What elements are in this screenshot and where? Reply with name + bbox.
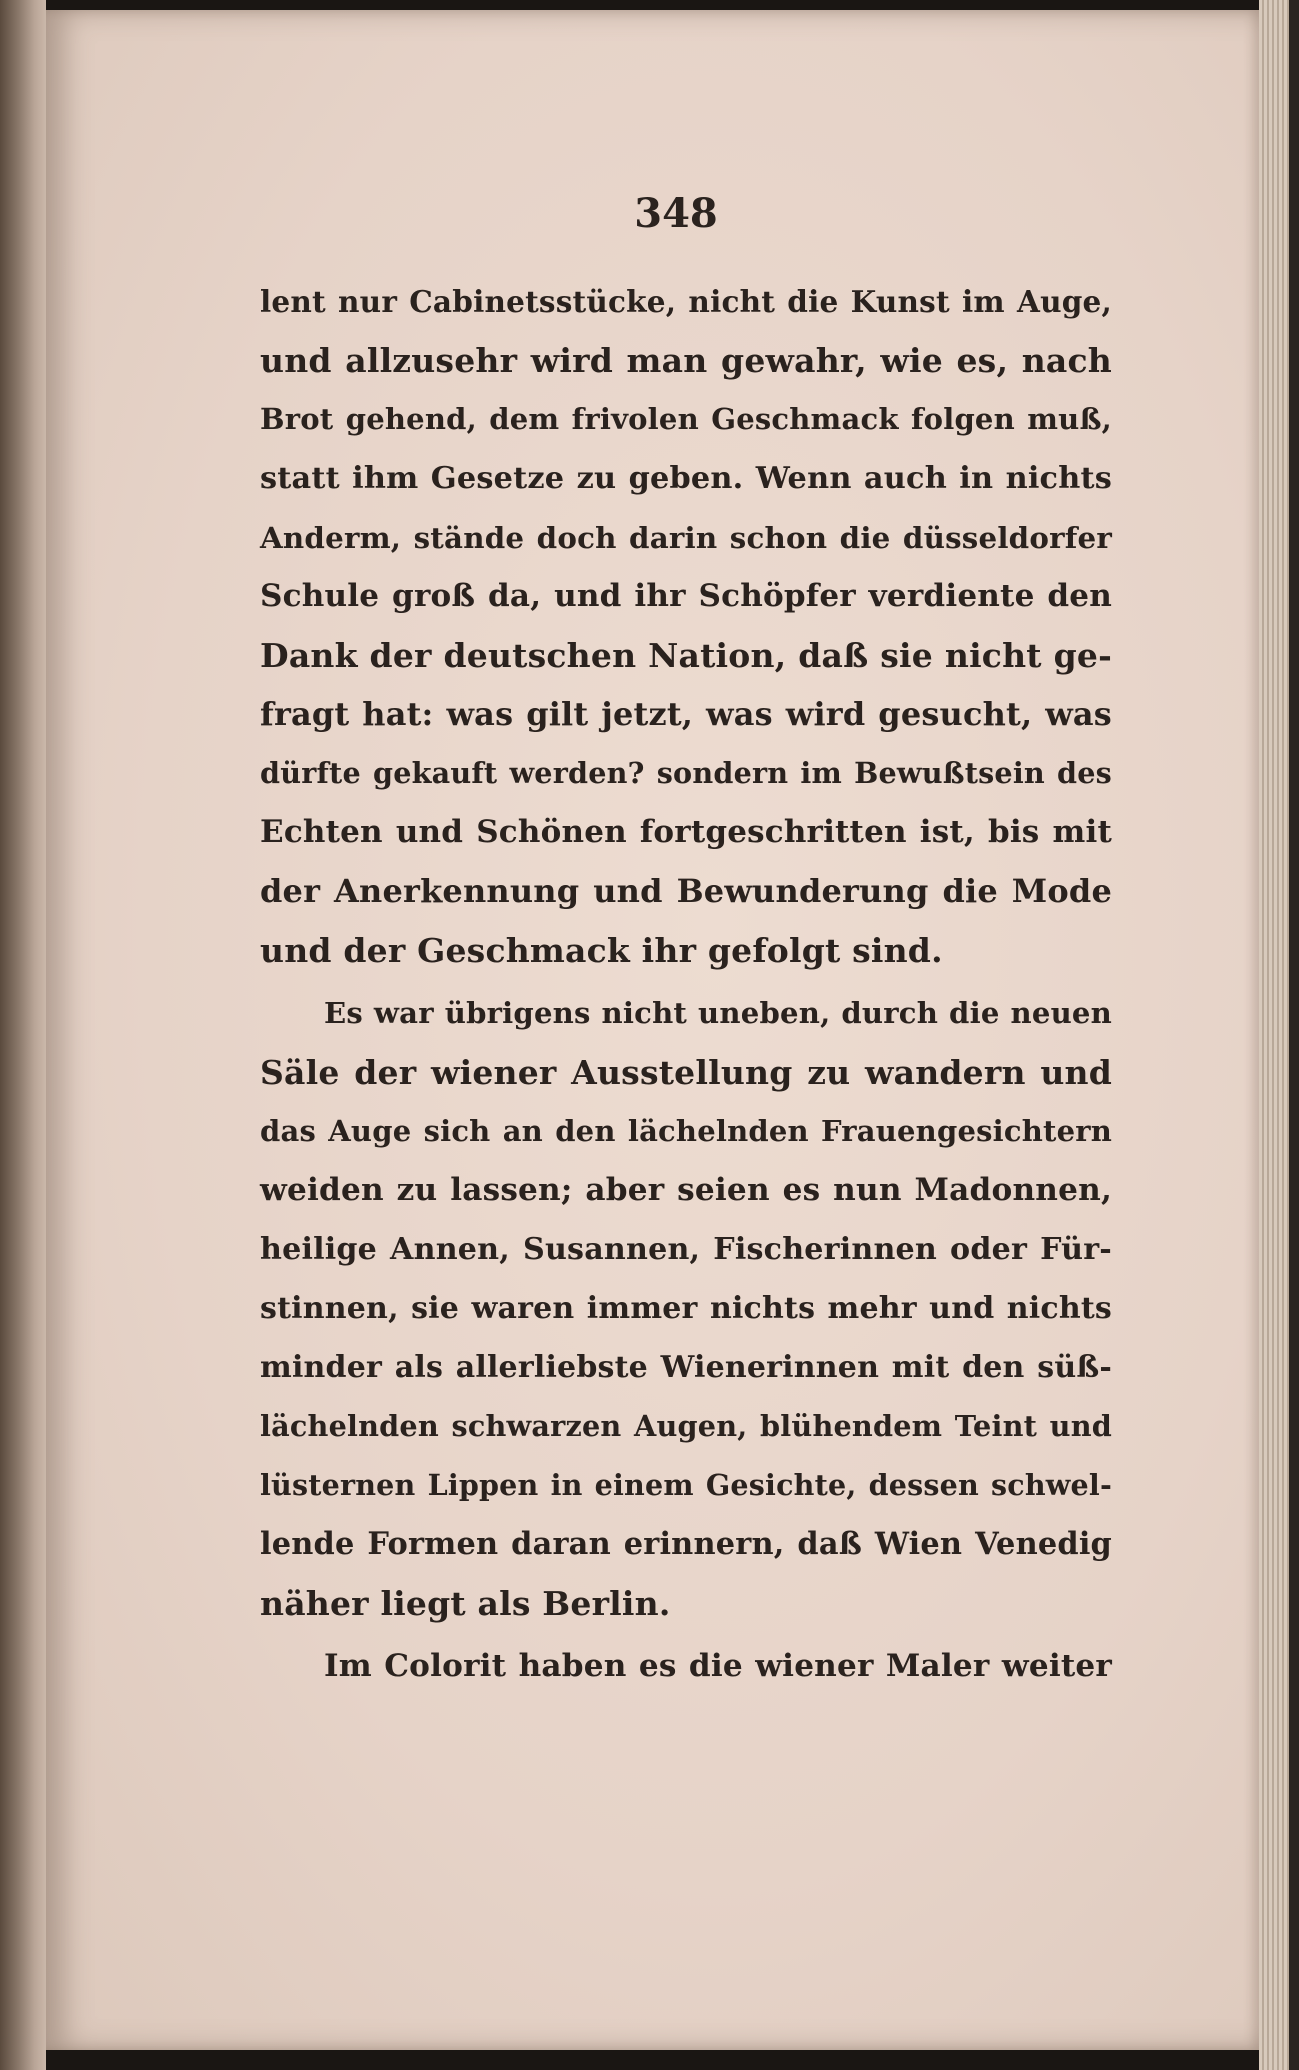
paragraph-1: [260, 272, 1112, 980]
text-line: Brot gehend, dem frivolen Geschmack folgen muß,: [260, 402, 1112, 436]
text-line: dürfte gekauft werden? sondern im Bewußtsein des: [260, 756, 1112, 790]
text-line: Schule groß da, und ihr Schöpfer verdiente den: [260, 578, 1112, 614]
page-number: 348: [634, 190, 718, 237]
text-line: statt ihm Gesetze zu geben. Wenn auch in nichts: [260, 461, 1112, 496]
text-line: Im Colorit haben es die wiener Maler weiter: [324, 1648, 1112, 1684]
text-line: das Auge sich an den lächelnden Frauengesichtern: [260, 1114, 1112, 1148]
text-line: und der Geschmack ihr gefolgt sind.: [260, 931, 943, 970]
text-line: näher liegt als Berlin.: [260, 1584, 671, 1623]
text-line: Anderm, stände doch darin schon die düsseldorfer: [260, 520, 1112, 555]
text-line: weiden zu lassen; aber seien es nun Madonnen,: [260, 1172, 1112, 1208]
body-text: [260, 272, 1112, 1696]
text-line: Dank der deutschen Nation, daß sie nicht ge-: [260, 636, 1112, 675]
paragraph-2: [260, 984, 1112, 1633]
text-line: Säle der wiener Ausstellung zu wandern und: [260, 1053, 1112, 1092]
text-line: stinnen, sie waren immer nichts mehr und nichts: [260, 1291, 1112, 1326]
book-spine-shadow: [0, 0, 46, 2070]
text-line: lent nur Cabinetsstücke, nicht die Kunst im Auge,: [260, 284, 1112, 319]
text-line: lüsternen Lippen in einem Gesichte, dessen schwel-: [260, 1468, 1112, 1502]
text-line: lächelnden schwarzen Augen, blühendem Teint und: [260, 1409, 1112, 1443]
page-edges: [1259, 0, 1299, 2070]
text-line: der Anerkennung und Bewunderung die Mode: [260, 872, 1112, 910]
text-line: lende Formen daran erinnern, daß Wien Venedig: [260, 1526, 1112, 1562]
text-line: heilige Annen, Susannen, Fischerinnen oder Für-: [260, 1232, 1112, 1267]
text-line: minder als allerliebste Wienerinnen mit den süß-: [260, 1350, 1112, 1385]
text-line: und allzusehr wird man gewahr, wie es, nach: [260, 341, 1112, 380]
text-line: fragt hat: was gilt jetzt, was wird gesucht, was: [260, 695, 1112, 733]
text-line: Echten und Schönen fortgeschritten ist, bis mit: [260, 814, 1112, 850]
paragraph-3: [260, 1637, 1112, 1696]
text-line: Es war übrigens nicht uneben, durch die neuen: [324, 996, 1112, 1030]
